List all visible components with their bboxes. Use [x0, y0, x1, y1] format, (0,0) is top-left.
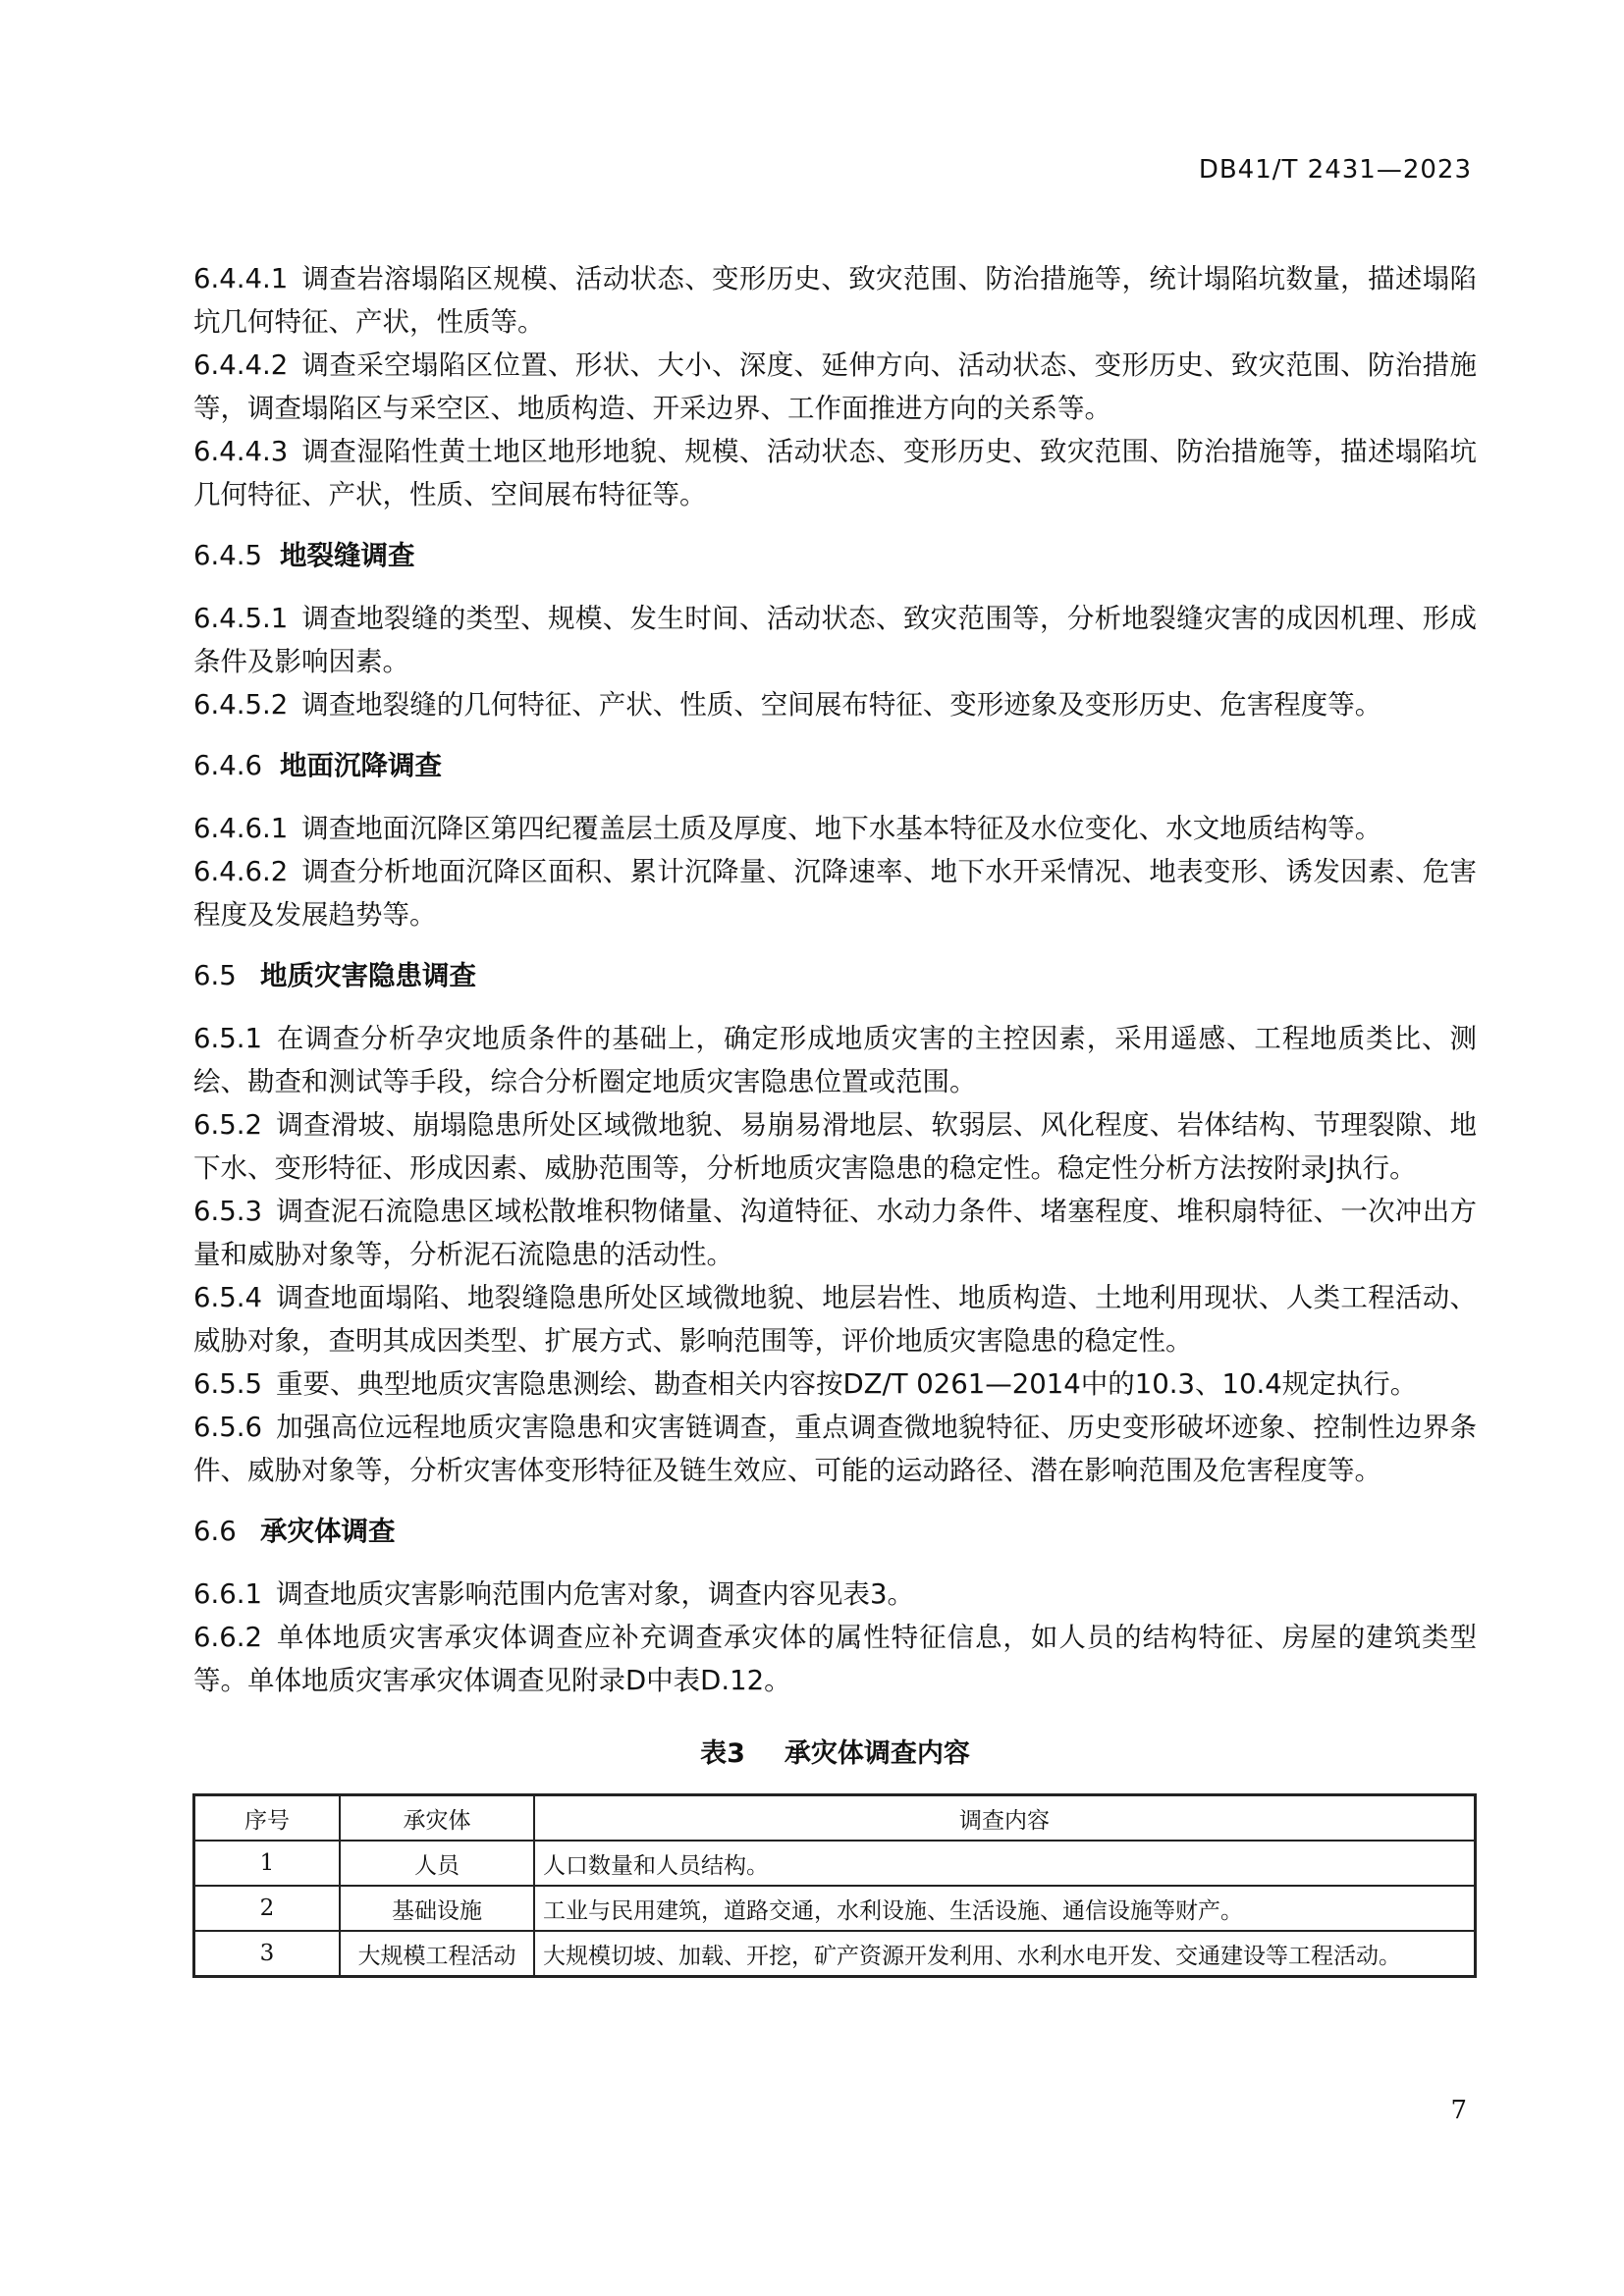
clause-number: 6.4.4.1: [193, 263, 289, 294]
clause-text: 调查地面沉降区第四纪覆盖层土质及厚度、地下水基本特征及水位变化、水文地质结构等。: [301, 813, 1382, 844]
table-title: [193, 1732, 1477, 1770]
clause-paragraph: [193, 257, 1477, 344]
clause-text: 重要、典型地质灾害隐患测绘、勘查相关内容按DZ/T 0261—2014中的10.3、10.4规定执行。: [275, 1368, 1418, 1400]
table-cell-carrier: 大规模工程活动: [340, 1931, 534, 1977]
clause-paragraph: [193, 430, 1477, 516]
section-title: 地面沉降调查: [280, 750, 442, 781]
section-number: 6.5: [193, 960, 237, 991]
clause-text: 调查地裂缝的类型、规模、发生时间、活动状态、致灾范围等，分析地裂缝灾害的成因机理、形成条件及影响因素。: [193, 603, 1477, 677]
section-heading: [193, 534, 1477, 577]
clause-number: 6.5.1: [193, 1023, 262, 1054]
document-code: DB41/T 2431—2023: [1198, 155, 1472, 185]
clause-number: 6.4.4.3: [193, 436, 289, 467]
table-header-row: [194, 1795, 1476, 1842]
clause-paragraph: [193, 597, 1477, 683]
clause-text: 调查地质灾害影响范围内危害对象，调查内容见表3。: [275, 1578, 914, 1610]
clause-text: 单体地质灾害承灾体调查应补充调查承灾体的属性特征信息，如人员的结构特征、房屋的建筑类型等。单体地质灾害承灾体调查见附录D中表D.12。: [193, 1622, 1477, 1696]
clause-paragraph: [193, 850, 1477, 936]
clause-text: 调查湿陷性黄土地区地形地貌、规模、活动状态、变形历史、致灾范围、防治措施等，描述塌陷坑几何特征、产状，性质、空间展布特征等。: [193, 436, 1477, 510]
table-cell-carrier: 人员: [340, 1841, 534, 1886]
header-cell-content: 调查内容: [534, 1795, 1476, 1842]
section-heading: [193, 744, 1477, 787]
table-cell-index: 3: [194, 1931, 341, 1977]
section-number: 6.4.6: [193, 750, 262, 781]
table-cell-index: 2: [194, 1886, 341, 1931]
clause-number: 6.5.2: [193, 1109, 262, 1141]
clause-number: 6.6.1: [193, 1578, 262, 1610]
section-number: 6.6: [193, 1516, 237, 1547]
clause-number: 6.6.2: [193, 1622, 262, 1653]
clause-number: 6.5.6: [193, 1412, 262, 1443]
clause-number: 6.5.4: [193, 1282, 262, 1313]
clause-number: 6.5.5: [193, 1368, 262, 1400]
carrier-survey-table: [192, 1793, 1477, 1978]
clause-text: 在调查分析孕灾地质条件的基础上，确定形成地质灾害的主控因素，采用遥感、工程地质类比、测绘、勘查和测试等手段，综合分析圈定地质灾害隐患位置或范围。: [193, 1023, 1477, 1097]
section-number: 6.4.5: [193, 540, 262, 571]
page-number: 7: [1450, 2096, 1467, 2125]
section-title: 地裂缝调查: [280, 540, 415, 571]
clause-text: 调查地面塌陷、地裂缝隐患所处区域微地貌、地层岩性、地质构造、土地利用现状、人类工程活动、威胁对象，查明其成因类型、扩展方式、影响范围等，评价地质灾害隐患的稳定性。: [193, 1282, 1477, 1357]
clause-number: 6.4.5.2: [193, 689, 289, 721]
clause-text: 调查滑坡、崩塌隐患所处区域微地貌、易崩易滑地层、软弱层、风化程度、岩体结构、节理裂隙、地下水、变形特征、形成因素、威胁范围等，分析地质灾害隐患的稳定性。稳定性分析方法按附录J执行。: [193, 1109, 1477, 1184]
clause-text: 调查岩溶塌陷区规模、活动状态、变形历史、致灾范围、防治措施等，统计塌陷坑数量，描述塌陷坑几何特征、产状，性质等。: [193, 263, 1477, 338]
clause-paragraph: [193, 1362, 1477, 1406]
document-body: [193, 257, 1477, 1978]
clause-paragraph: [193, 1406, 1477, 1492]
clause-paragraph: [193, 1190, 1477, 1276]
table-row: [194, 1886, 1476, 1931]
section-heading: [193, 1510, 1477, 1553]
clause-text: 加强高位远程地质灾害隐患和灾害链调查，重点调查微地貌特征、历史变形破坏迹象、控制性边界条件、威胁对象等，分析灾害体变形特征及链生效应、可能的运动路径、潜在影响范围及危害程度等。: [193, 1412, 1477, 1486]
clause-text: 调查泥石流隐患区域松散堆积物储量、沟道特征、水动力条件、堵塞程度、堆积扇特征、一次冲出方量和威胁对象等，分析泥石流隐患的活动性。: [193, 1196, 1477, 1270]
table-cell-content: 大规模切坡、加载、开挖，矿产资源开发利用、水利水电开发、交通建设等工程活动。: [534, 1931, 1476, 1977]
section-title: 地质灾害隐患调查: [260, 960, 476, 991]
table-cell-content: 工业与民用建筑，道路交通，水利设施、生活设施、通信设施等财产。: [534, 1886, 1476, 1931]
clause-text: 调查采空塌陷区位置、形状、大小、深度、延伸方向、活动状态、变形历史、致灾范围、防治措施等，调查塌陷区与采空区、地质构造、开采边界、工作面推进方向的关系等。: [193, 349, 1477, 424]
clause-number: 6.4.5.1: [193, 603, 289, 634]
section-list: [193, 257, 1477, 1702]
table-title-number: 表3: [700, 1738, 745, 1769]
clause-paragraph: [193, 807, 1477, 850]
table-row: [194, 1841, 1476, 1886]
clause-paragraph: [193, 1276, 1477, 1362]
clause-number: 6.5.3: [193, 1196, 262, 1227]
table-title-text: 承灾体调查内容: [784, 1738, 970, 1769]
table-cell-index: 1: [194, 1841, 341, 1886]
header-cell-carrier: 承灾体: [340, 1795, 534, 1842]
clause-number: 6.4.4.2: [193, 349, 289, 381]
section-title: 承灾体调查: [260, 1516, 396, 1547]
header-cell-index: 序号: [194, 1795, 341, 1842]
table-cell-carrier: 基础设施: [340, 1886, 534, 1931]
table-cell-content: 人口数量和人员结构。: [534, 1841, 1476, 1886]
clause-paragraph: [193, 1103, 1477, 1190]
clause-text: 调查地裂缝的几何特征、产状、性质、空间展布特征、变形迹象及变形历史、危害程度等。: [301, 689, 1382, 721]
clause-text: 调查分析地面沉降区面积、累计沉降量、沉降速率、地下水开采情况、地表变形、诱发因素、危害程度及发展趋势等。: [193, 856, 1477, 931]
table-row: [194, 1931, 1476, 1977]
clause-paragraph: [193, 1616, 1477, 1702]
clause-paragraph: [193, 344, 1477, 430]
clause-number: 6.4.6.2: [193, 856, 289, 887]
clause-paragraph: [193, 683, 1477, 726]
section-heading: [193, 954, 1477, 997]
clause-number: 6.4.6.1: [193, 813, 289, 844]
clause-paragraph: [193, 1017, 1477, 1103]
clause-paragraph: [193, 1573, 1477, 1616]
